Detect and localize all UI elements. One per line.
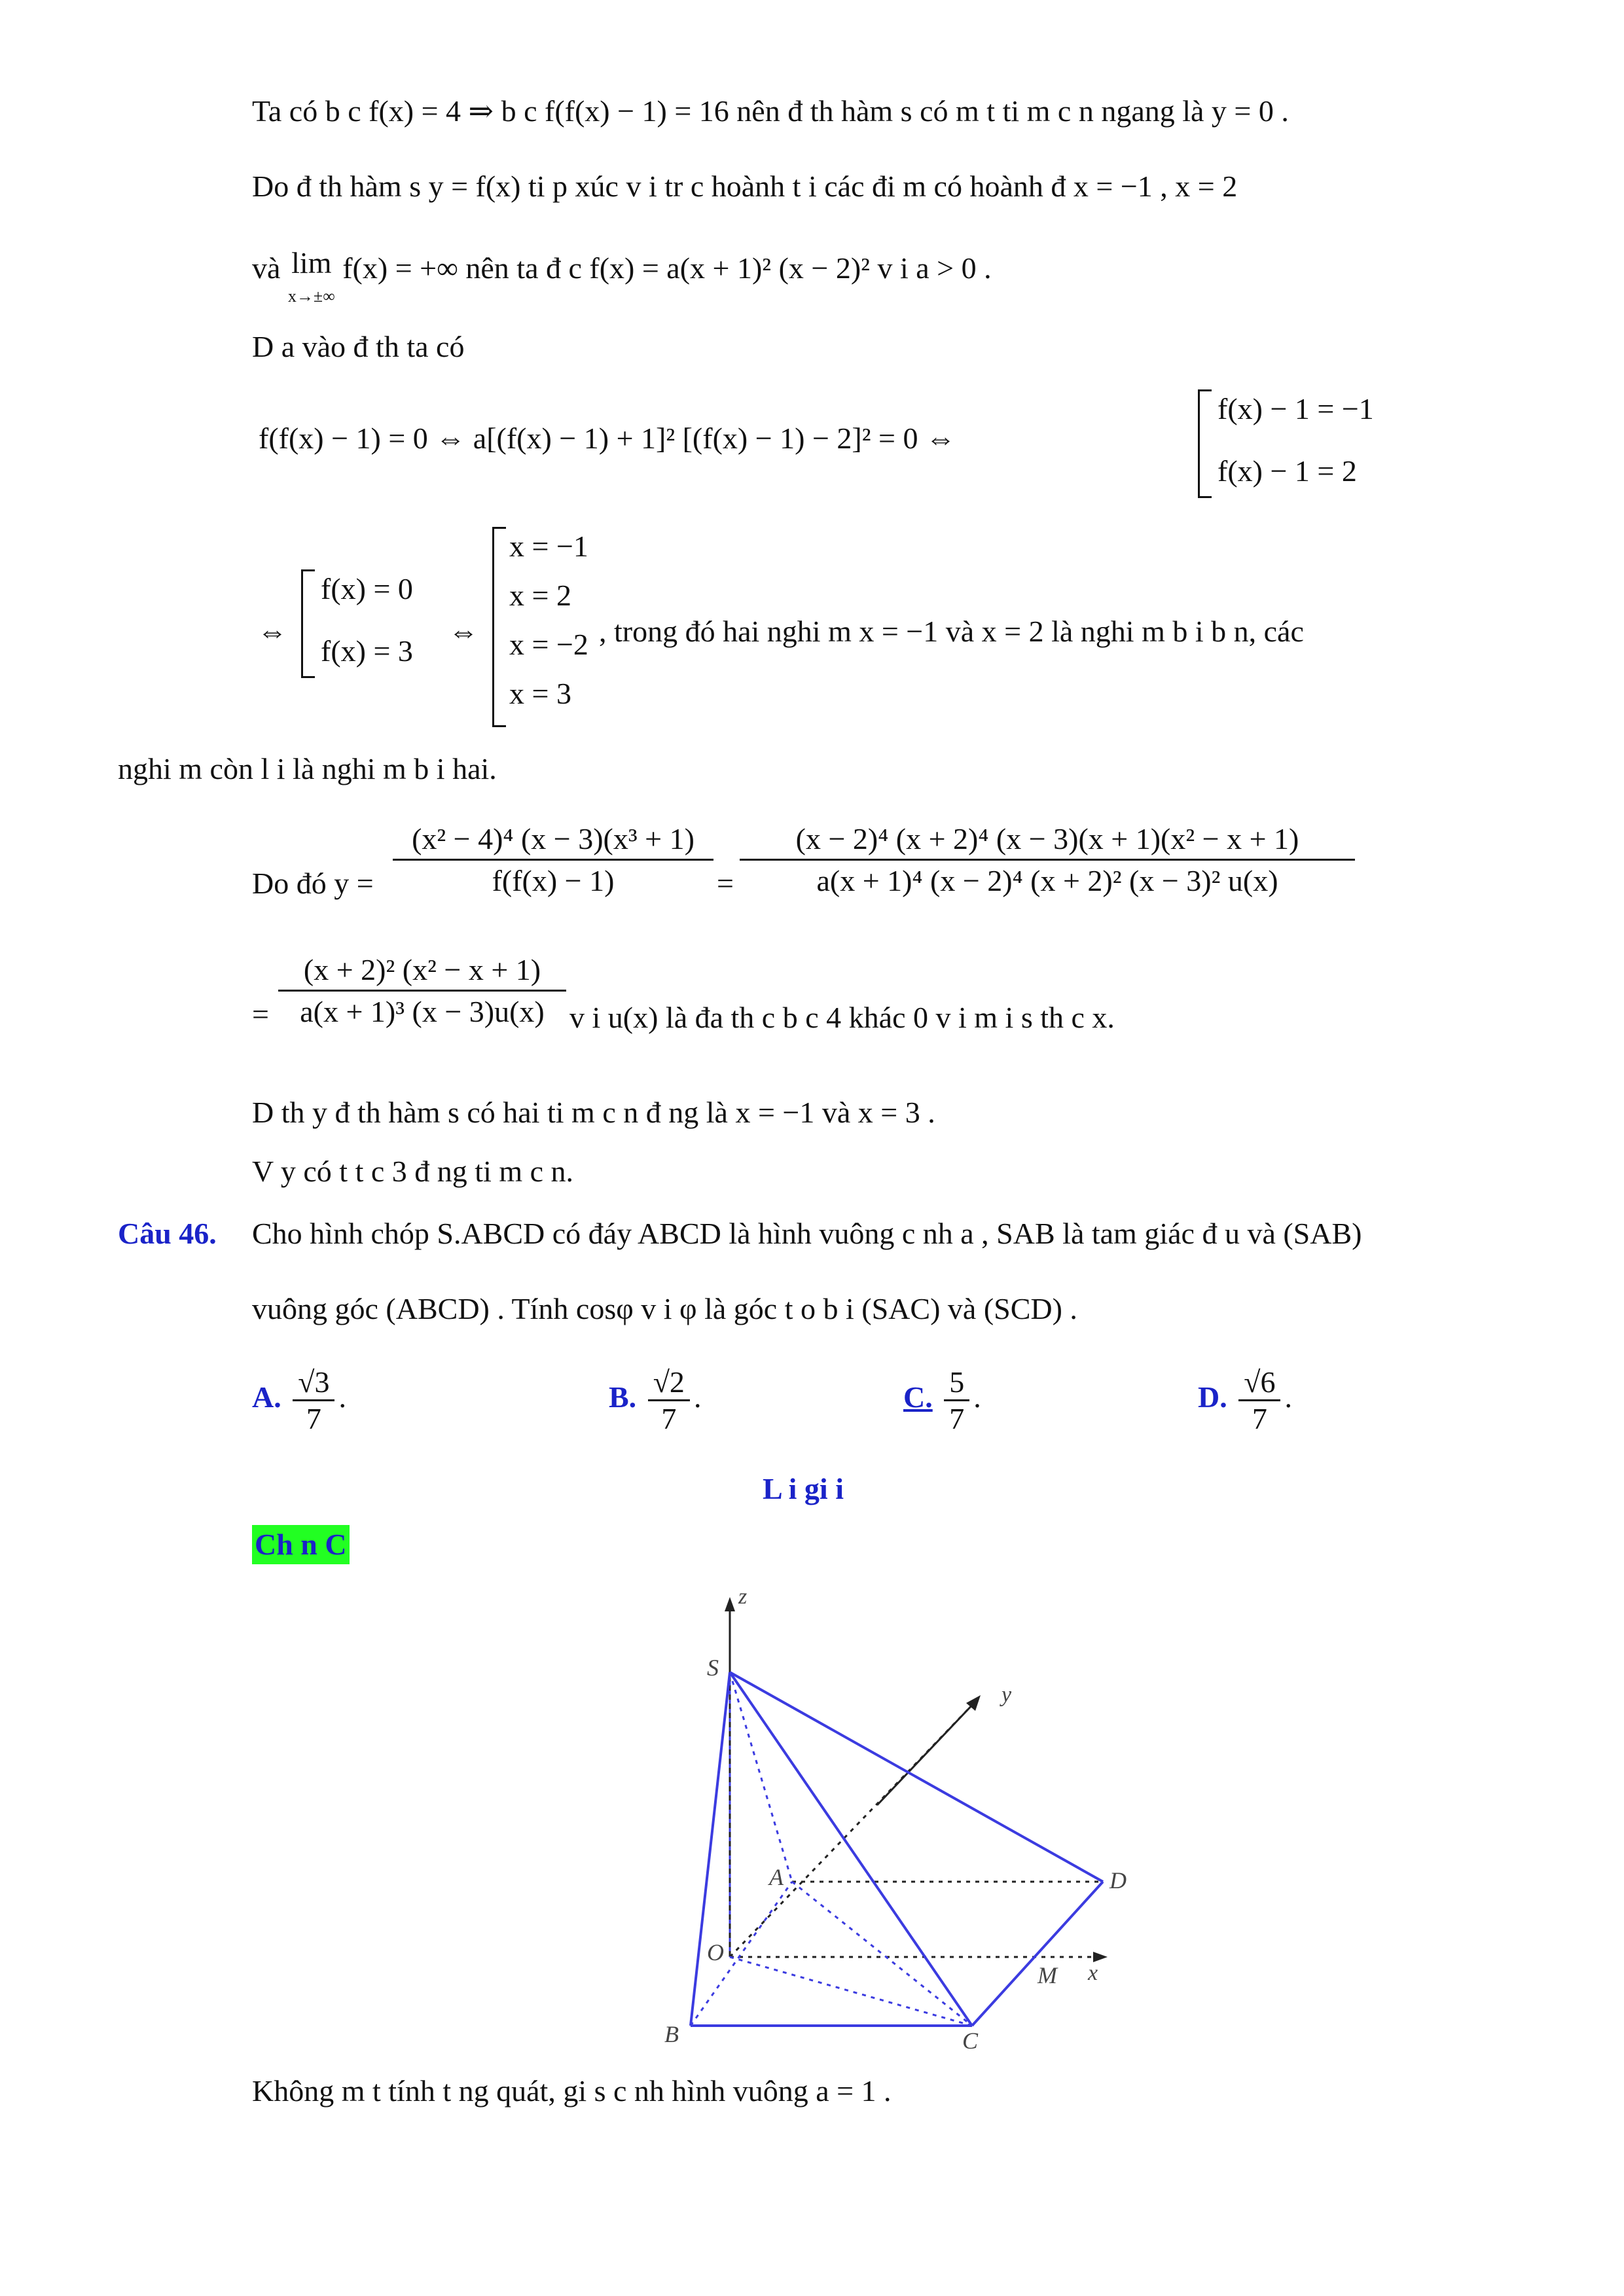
fraction-2-numerator: (x − 2)⁴ (x + 2)⁴ (x − 3)(x + 1)(x² − x + 1) bbox=[740, 821, 1355, 861]
text-line-11: V y có t t c 3 đ ng ti m c n. bbox=[252, 1155, 574, 1188]
limit-subscript: x→±∞ bbox=[287, 287, 335, 306]
fraction-2 bbox=[740, 821, 1355, 898]
pyramid-figure bbox=[615, 1584, 1152, 2055]
label-x: x bbox=[1088, 1961, 1098, 1985]
fraction-3-denominator: a(x + 1)³ (x − 3)u(x) bbox=[300, 995, 545, 1028]
option-b-denominator: 7 bbox=[661, 1402, 677, 1435]
fraction-3-numerator: (x + 2)² (x² − x + 1) bbox=[278, 952, 566, 992]
equation-root-1: x = −1 bbox=[509, 529, 588, 563]
label-z: z bbox=[738, 1585, 748, 1609]
option-b-label: B. bbox=[609, 1380, 637, 1414]
equation-line-6b: ⇔ bbox=[448, 615, 478, 648]
equation-case-6b: f(x) = 3 bbox=[321, 634, 413, 668]
bracket-5 bbox=[1198, 389, 1212, 498]
edge-ac bbox=[792, 1882, 972, 2026]
option-d[interactable]: D. $\frac{√6}{7}$ . bbox=[1198, 1365, 1292, 1435]
limit-word: lim bbox=[291, 246, 332, 279]
option-a[interactable]: A. $\frac{√3}{7}$ . bbox=[252, 1365, 346, 1435]
label-b: B bbox=[664, 2021, 679, 2047]
option-c-label: C. bbox=[903, 1380, 933, 1414]
equation-root-4: x = 3 bbox=[509, 677, 571, 710]
option-d-label: D. bbox=[1198, 1380, 1227, 1414]
question-text-2: vuông góc (ABCD) . Tính cosφ v i φ là góc t o b i (SAC) và (SCD) . bbox=[252, 1292, 1077, 1325]
option-a-denominator: 7 bbox=[306, 1402, 321, 1435]
text-line-2: Do đ th hàm s y = f(x) ti p xúc v i tr c hoành t i các đi m có hoành đ x = −1 , x = 2 bbox=[252, 170, 1238, 203]
edge-ba bbox=[691, 1882, 792, 2026]
text-line-3a: và bbox=[252, 251, 288, 285]
text-line-10: D th y đ th hàm s có hai ti m c n đ ng là x = −1 và x = 3 . bbox=[252, 1096, 935, 1129]
label-o: O bbox=[707, 1939, 724, 1965]
y-axis-solid bbox=[877, 1702, 975, 1805]
fraction-3-equals: = bbox=[252, 997, 269, 1031]
option-b-numerator: √2 bbox=[648, 1365, 690, 1401]
question-label: Câu 46. bbox=[118, 1217, 217, 1250]
option-a-numerator: √3 bbox=[293, 1365, 334, 1401]
equation-case-6a: f(x) = 0 bbox=[321, 572, 413, 605]
z-axis-arrow bbox=[725, 1597, 735, 1611]
text-line-9b: v i u(x) là đa th c b c 4 khác 0 v i m i s th c x. bbox=[569, 1001, 1115, 1034]
solution-title: L i gi i bbox=[763, 1472, 844, 1505]
option-b[interactable]: B. $\frac{√2}{7}$ . bbox=[609, 1365, 702, 1435]
equation-line-6a: ⇔ bbox=[257, 615, 287, 648]
edge-sa bbox=[730, 1672, 792, 1882]
text-line-7: nghi m còn l i là nghi m b i hai. bbox=[118, 752, 497, 785]
edge-oc bbox=[730, 1957, 972, 2026]
bracket-6 bbox=[301, 569, 315, 678]
fraction-equals: = bbox=[717, 867, 734, 900]
edge-cd bbox=[972, 1882, 1103, 2026]
option-c-numerator: 5 bbox=[944, 1365, 969, 1401]
text-line-8a: Do đó y = bbox=[252, 867, 374, 900]
label-c: C bbox=[962, 2028, 979, 2054]
option-d-denominator: 7 bbox=[1252, 1402, 1267, 1435]
fraction-2-denominator: a(x + 1)⁴ (x − 2)⁴ (x + 2)² (x − 3)² u(x) bbox=[816, 864, 1278, 897]
edge-sc bbox=[730, 1672, 972, 2026]
option-c-denominator: 7 bbox=[949, 1402, 965, 1435]
fraction-3 bbox=[278, 952, 566, 1029]
bracket-6b bbox=[492, 527, 506, 727]
label-y: y bbox=[1001, 1683, 1012, 1707]
label-s: S bbox=[707, 1655, 719, 1681]
option-d-numerator: √6 bbox=[1238, 1365, 1280, 1401]
label-d: D bbox=[1110, 1867, 1127, 1893]
fraction-1 bbox=[393, 821, 713, 898]
equation-line-6c: , trong đó hai nghi m x = −1 và x = 2 là nghi m b i b n, các bbox=[599, 615, 1304, 648]
fraction-1-denominator: f(f(x) − 1) bbox=[492, 864, 615, 897]
label-m: M bbox=[1038, 1962, 1057, 1988]
label-a: A bbox=[769, 1864, 784, 1890]
last-line: Không m t tính t ng quát, gi s c nh hình vuông a = 1 . bbox=[252, 2074, 892, 2108]
equation-root-3: x = −2 bbox=[509, 628, 588, 661]
option-a-label: A. bbox=[252, 1380, 281, 1414]
text-line-1: Ta có b c f(x) = 4 ⇒ b c f(f(x) − 1) = 16 nên đ th hàm s có m t ti m c n ngang là y = 0 . bbox=[252, 94, 1289, 128]
text-line-4: D a vào đ th ta có bbox=[252, 330, 465, 363]
edge-sb bbox=[691, 1672, 730, 2026]
text-line-3b: f(x) = +∞ nên ta đ c f(x) = a(x + 1)² (x − 2)² v i a > 0 . bbox=[342, 251, 992, 285]
equation-case-5b: f(x) − 1 = 2 bbox=[1218, 454, 1357, 488]
option-c[interactable]: C. $\frac{5}{7}$ . bbox=[903, 1365, 981, 1435]
chosen-answer: Ch n C bbox=[252, 1525, 350, 1564]
text-line-3 bbox=[252, 246, 992, 306]
equation-root-2: x = 2 bbox=[509, 579, 571, 612]
equation-line-5: f(f(x) − 1) = 0 ⇔ a[(f(x) − 1) + 1]² [(f(x) − 1) − 2]² = 0 ⇔ bbox=[259, 422, 956, 455]
equation-case-5a: f(x) − 1 = −1 bbox=[1218, 392, 1374, 425]
fraction-1-numerator: (x² − 4)⁴ (x − 3)(x³ + 1) bbox=[393, 821, 713, 861]
question-text-1: Cho hình chóp S.ABCD có đáy ABCD là hình vuông c nh a , SAB là tam giác đ u và (SAB) bbox=[252, 1217, 1362, 1250]
edge-sd bbox=[730, 1672, 1103, 1882]
